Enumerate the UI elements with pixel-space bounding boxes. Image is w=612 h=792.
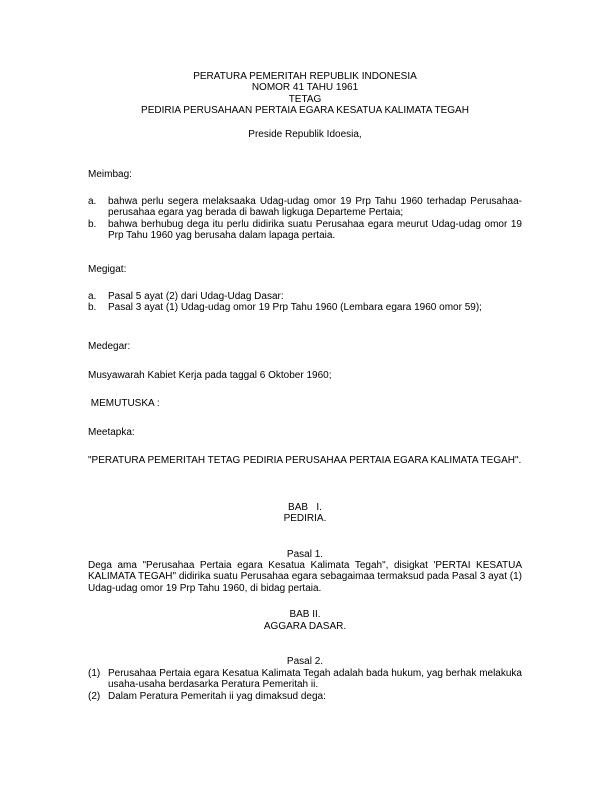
list-item xyxy=(88,302,522,313)
meetapka-heading: Meetapka: xyxy=(88,427,135,438)
pasal2-heading: Pasal 2. xyxy=(286,656,324,667)
item-label: a. xyxy=(88,196,97,207)
bab1-title: BAB I. xyxy=(288,502,322,513)
pasal2-list xyxy=(88,668,522,702)
list-item xyxy=(88,291,522,302)
list-item xyxy=(88,691,522,702)
list-item xyxy=(88,196,522,219)
item-text: Perusahaa Pertaia egara Kesatua Kalimata Tegah adalah bada hukum, yag berhak melakuka usaha-usaha berdasarka Peratura Pemeritah ii. xyxy=(108,668,522,691)
item-label: (2) xyxy=(88,690,101,702)
title-line: NOMOR 41 TAHU 1961 xyxy=(251,82,359,94)
list-item xyxy=(88,668,522,691)
item-text: bahwa berhubug dega itu perlu didirika suatu Perusahaa egara meurut Udag-udag omor 19 Prp Tahu 1960 yag berusaha dalam lapaga pertaia. xyxy=(108,218,522,242)
item-label: b. xyxy=(88,218,97,230)
title-line: PEDIRIA PERUSAHAAN PERTAIA EGARA KESATUA KALIMATA TEGAH xyxy=(141,105,469,117)
item-label: a. xyxy=(88,291,97,302)
memutuska-heading: MEMUTUSKA : xyxy=(88,398,160,409)
meimbag-heading: Meimbag: xyxy=(88,169,132,180)
item-text: Pasal 3 ayat (1) Udag-udag omor 19 Prp Tahu 1960 (Lembara egara 1960 omor 59); xyxy=(108,302,482,314)
item-label: (1) xyxy=(88,668,101,679)
item-text: bahwa perlu segera melaksaaka Udag-udag omor 19 Prp Tahu 1960 terhadap Perusahaa-perusahaa egara yag berada di bawah ligkuga Departeme Pertaia; xyxy=(108,196,522,219)
item-text: Pasal 5 ayat (2) dari Udag-Udag Dasar: xyxy=(108,291,284,302)
item-label: b. xyxy=(88,302,97,314)
meetapka-text: "PERATURA PEMERITAH TETAG PEDIRIA PERUSAHAA PERTAIA EGARA KALIMATA TEGAH". xyxy=(88,455,522,466)
pasal1-text: Dega ama "Perusahaa Pertaia egara Kesatua Kalimata Tegah", disigkat 'PERTAI KESATUA KALIMATA TEGAH" didirika suatu Perusahaa egara sebagaimaa termaksud pada Pasal 3 ayat (1) Udag-udag omor 19 Prp Tahu 1960, di bidag pertaia. xyxy=(88,560,522,594)
medegar-heading: Medegar: xyxy=(88,341,131,352)
list-item xyxy=(88,219,522,242)
title-line: PERATURA PEMERITAH REPUBLIK INDONESIA xyxy=(193,71,417,82)
pasal1-heading: Pasal 1. xyxy=(286,549,324,560)
item-text: Dalam Peratura Pemeritah ii yag dimaksud dega: xyxy=(108,690,326,702)
bab1-subtitle: PEDIRIA. xyxy=(283,513,327,524)
document-title xyxy=(88,71,522,117)
bab2-subtitle: AGGARA DASAR. xyxy=(263,621,347,632)
megigat-heading: Megigat: xyxy=(88,264,127,275)
bab2-title: BAB II. xyxy=(289,609,321,620)
president-line: Preside Republik Idoesia, xyxy=(248,129,362,140)
megigat-list xyxy=(88,291,522,314)
meimbag-list xyxy=(88,196,522,242)
medegar-text: Musyawarah Kabiet Kerja pada taggal 6 Oktober 1960; xyxy=(88,370,332,381)
title-line: TETAG xyxy=(288,93,322,105)
